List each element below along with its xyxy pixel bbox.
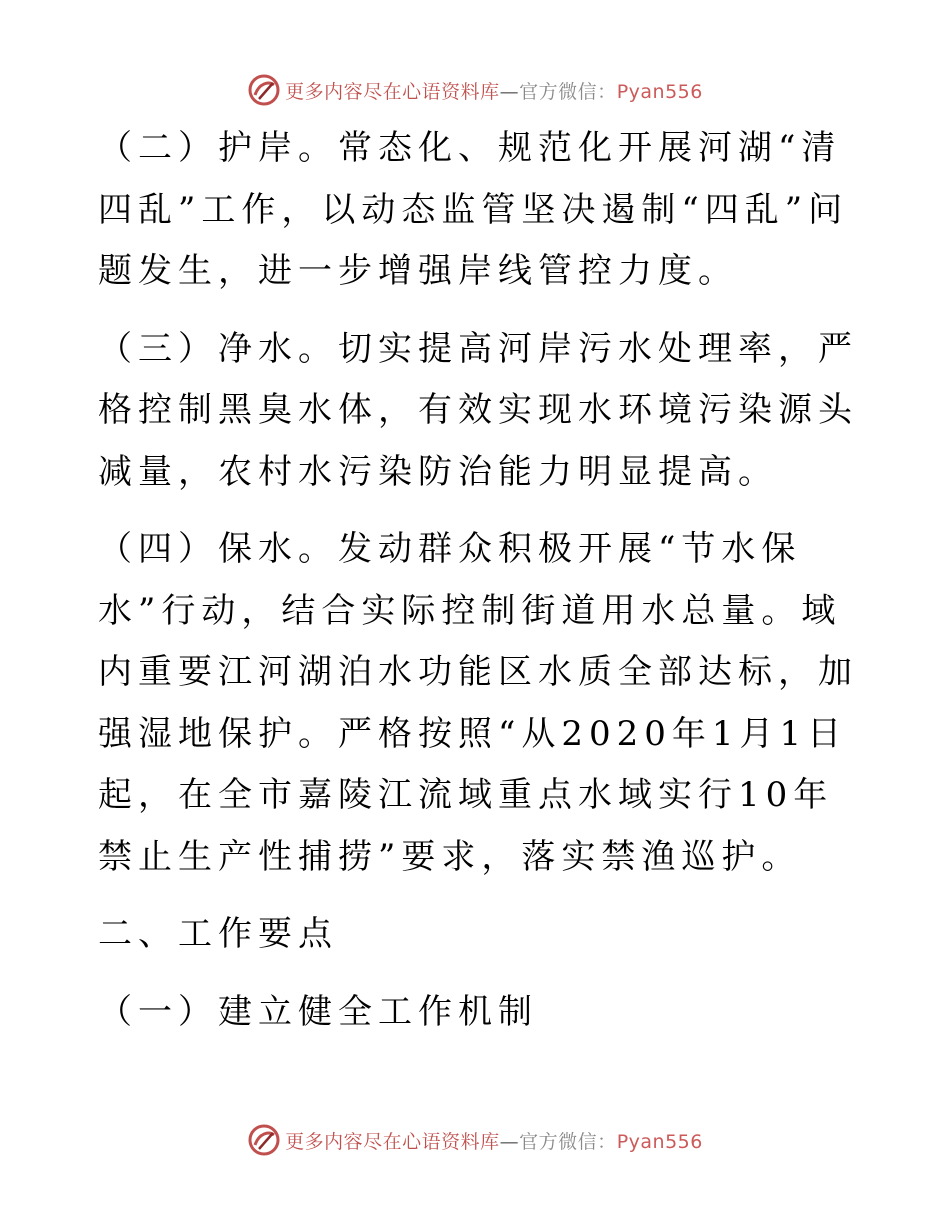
section-heading-work-points: 二、工作要点	[98, 914, 338, 954]
watermark-wechat-id: Pyan556	[616, 80, 703, 103]
watermark-dash: —	[499, 1130, 520, 1153]
header-watermark	[0, 70, 950, 110]
logo-icon	[247, 73, 281, 107]
watermark-main-text: 更多内容尽在心语资料库	[285, 80, 500, 103]
footer-watermark	[0, 1120, 950, 1160]
watermark-sub-text: 官方微信：	[519, 1130, 617, 1153]
logo-icon	[247, 1123, 281, 1157]
paragraph-protect-shore: （二）护岸。常态化、规范化开展河湖“清四乱”工作，以动态监管坚决遏制“四乱”问题发生，进一步增强岸线管控力度。	[98, 128, 849, 291]
watermark-wechat-id: Pyan556	[616, 1130, 703, 1153]
watermark-sub-text: 官方微信：	[519, 80, 617, 103]
subsection-heading-mechanism: （一）建立健全工作机制	[98, 991, 538, 1032]
paragraph-clean-water: （三）净水。切实提高河岸污水处理率，严格控制黑臭水体，有效实现水环境污染源头减量，农村水污染防治能力明显提高。	[98, 328, 858, 492]
watermark-main-text: 更多内容尽在心语资料库	[285, 1130, 500, 1153]
paragraph-conserve-water: （四）保水。发动群众积极开展“节水保水”行动，结合实际控制街道用水总量。域内重要江河湖泊水功能区水质全部达标，加强湿地保护。严格按照“从2020年1月1日起，在全市嘉陵江流域重点水域实行10年禁止生产性捕捞”要求，落实禁渔巡护。	[98, 529, 858, 877]
watermark-dash: —	[499, 80, 520, 103]
document-body	[98, 118, 868, 1059]
